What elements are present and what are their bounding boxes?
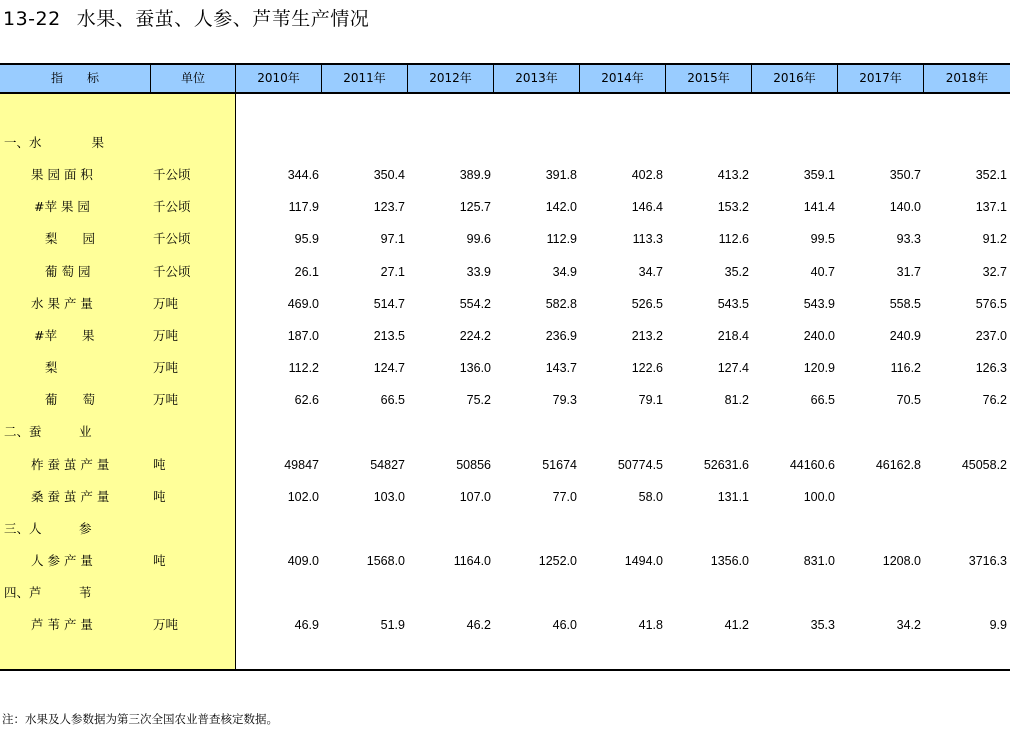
value-cell: 402.8 bbox=[631, 168, 663, 183]
value-cell: 54827 bbox=[370, 457, 405, 472]
table-row bbox=[0, 416, 1010, 448]
value-cell: 46.2 bbox=[466, 618, 491, 633]
value-cell: 75.2 bbox=[466, 393, 491, 408]
value-cell bbox=[411, 577, 491, 609]
indicator-label: 柞 蚕 茧 产 量 bbox=[31, 456, 110, 472]
value-cell bbox=[755, 513, 835, 545]
value-cell: 79.3 bbox=[552, 393, 577, 408]
value-cell: 831.0 bbox=[803, 553, 835, 568]
value-cell: 46.0 bbox=[552, 618, 577, 633]
value-cell: 46.9 bbox=[294, 618, 319, 633]
value-cell bbox=[325, 577, 405, 609]
value-cell: 27.1 bbox=[380, 264, 405, 279]
value-cell: 213.5 bbox=[373, 328, 405, 343]
value-cell: 389.9 bbox=[459, 168, 491, 183]
value-cell: 34.7 bbox=[638, 264, 663, 279]
value-cell: 112.2 bbox=[288, 361, 319, 376]
unit-cell: 千公顷 bbox=[153, 199, 191, 215]
value-cell: 409.0 bbox=[287, 553, 319, 568]
unit-cell: 千公顷 bbox=[153, 263, 191, 279]
value-cell bbox=[497, 577, 577, 609]
value-cell: 52631.6 bbox=[703, 457, 749, 472]
value-cell bbox=[841, 416, 921, 448]
value-cell bbox=[239, 513, 319, 545]
value-cell: 543.5 bbox=[717, 296, 749, 311]
header-year: 2013年 bbox=[494, 65, 580, 92]
value-cell: 77.0 bbox=[552, 489, 577, 504]
value-cell: 66.5 bbox=[380, 393, 405, 408]
value-cell: 81.2 bbox=[724, 393, 749, 408]
value-cell: 41.8 bbox=[638, 618, 663, 633]
value-cell: 1208.0 bbox=[882, 553, 921, 568]
value-cell bbox=[325, 513, 405, 545]
value-cell bbox=[669, 416, 749, 448]
table-row bbox=[0, 127, 1010, 159]
value-cell: 1356.0 bbox=[710, 553, 749, 568]
value-cell: 126.3 bbox=[975, 361, 1007, 376]
value-cell: 218.4 bbox=[717, 328, 749, 343]
table-row bbox=[0, 449, 1010, 481]
value-cell bbox=[583, 577, 663, 609]
indicator-label: 人 参 产 量 bbox=[31, 552, 93, 568]
value-cell: 1164.0 bbox=[453, 553, 491, 568]
header-year: 2017年 bbox=[838, 65, 924, 92]
value-cell: 34.9 bbox=[552, 264, 577, 279]
value-cell: 95.9 bbox=[294, 232, 319, 247]
section-label: 二、蚕 业 bbox=[4, 424, 92, 440]
value-cell: 359.1 bbox=[803, 168, 835, 183]
value-cell: 117.9 bbox=[288, 200, 319, 215]
value-cell bbox=[927, 127, 1007, 159]
value-cell bbox=[583, 127, 663, 159]
data-table bbox=[0, 63, 1010, 671]
value-cell: 187.0 bbox=[287, 328, 319, 343]
value-cell bbox=[927, 416, 1007, 448]
indicator-label: 葡 萄 bbox=[45, 392, 96, 408]
unit-cell: 万吨 bbox=[153, 392, 179, 408]
value-cell: 137.1 bbox=[975, 200, 1007, 215]
header-year: 2011年 bbox=[322, 65, 408, 92]
value-cell: 103.0 bbox=[373, 489, 405, 504]
value-cell bbox=[841, 577, 921, 609]
value-cell: 122.6 bbox=[631, 361, 663, 376]
table-title: 水果、蚕茧、人参、芦苇生产情况 bbox=[76, 8, 370, 30]
value-cell: 142.0 bbox=[545, 200, 577, 215]
table-row bbox=[0, 191, 1010, 223]
value-cell: 240.0 bbox=[803, 328, 835, 343]
value-cell: 45058.2 bbox=[961, 457, 1007, 472]
value-cell bbox=[583, 513, 663, 545]
value-cell: 127.4 bbox=[717, 361, 749, 376]
value-cell: 40.7 bbox=[810, 264, 835, 279]
value-cell: 99.6 bbox=[466, 232, 491, 247]
value-cell: 102.0 bbox=[287, 489, 319, 504]
value-cell: 554.2 bbox=[459, 296, 491, 311]
table-number: 13-22 bbox=[3, 8, 61, 30]
indicator-label: #苹 果 园 bbox=[34, 199, 90, 215]
value-cell bbox=[583, 416, 663, 448]
value-cell: 76.2 bbox=[982, 393, 1007, 408]
unit-cell: 吨 bbox=[153, 552, 166, 568]
value-cell bbox=[669, 513, 749, 545]
value-cell: 224.2 bbox=[459, 328, 491, 343]
value-cell: 26.1 bbox=[294, 264, 319, 279]
value-cell: 50774.5 bbox=[617, 457, 663, 472]
indicator-label: #苹 果 bbox=[34, 327, 95, 343]
value-cell: 34.2 bbox=[896, 618, 921, 633]
value-cell: 1252.0 bbox=[538, 553, 577, 568]
table-row bbox=[0, 256, 1010, 288]
indicator-label: 桑 蚕 茧 产 量 bbox=[31, 488, 110, 504]
value-cell: 143.7 bbox=[545, 361, 577, 376]
indicator-label: 芦 苇 产 量 bbox=[31, 617, 93, 633]
value-cell: 9.9 bbox=[989, 618, 1007, 633]
value-cell: 344.6 bbox=[287, 168, 319, 183]
value-cell bbox=[669, 127, 749, 159]
value-cell: 124.7 bbox=[373, 361, 405, 376]
value-cell bbox=[497, 513, 577, 545]
value-cell: 131.1 bbox=[717, 489, 749, 504]
value-cell: 140.0 bbox=[889, 200, 921, 215]
table-row bbox=[0, 320, 1010, 352]
table-row bbox=[0, 577, 1010, 609]
value-cell: 1568.0 bbox=[366, 553, 405, 568]
header-year: 2010年 bbox=[236, 65, 322, 92]
value-cell: 41.2 bbox=[724, 618, 749, 633]
table-row bbox=[0, 481, 1010, 513]
value-cell: 240.9 bbox=[889, 328, 921, 343]
value-cell: 153.2 bbox=[717, 200, 749, 215]
table-row bbox=[0, 159, 1010, 191]
value-cell bbox=[325, 127, 405, 159]
value-cell: 236.9 bbox=[545, 328, 577, 343]
value-cell bbox=[497, 416, 577, 448]
unit-cell: 万吨 bbox=[153, 327, 179, 343]
value-cell: 125.7 bbox=[459, 200, 491, 215]
value-cell: 116.2 bbox=[890, 361, 921, 376]
value-cell: 70.5 bbox=[896, 393, 921, 408]
value-cell: 576.5 bbox=[975, 296, 1007, 311]
value-cell bbox=[755, 127, 835, 159]
value-cell: 44160.6 bbox=[789, 457, 835, 472]
table-row bbox=[0, 545, 1010, 577]
value-cell: 113.3 bbox=[632, 232, 663, 247]
table-row bbox=[0, 288, 1010, 320]
header-year: 2014年 bbox=[580, 65, 666, 92]
value-cell: 123.7 bbox=[373, 200, 405, 215]
table-row bbox=[0, 352, 1010, 384]
value-cell: 237.0 bbox=[975, 328, 1007, 343]
section-label: 四、芦 苇 bbox=[4, 585, 92, 601]
value-cell: 51.9 bbox=[380, 618, 405, 633]
value-cell: 582.8 bbox=[545, 296, 577, 311]
value-cell: 526.5 bbox=[631, 296, 663, 311]
indicator-label: 葡 萄 园 bbox=[45, 263, 91, 279]
header-indicator: 指 标 bbox=[0, 65, 151, 92]
value-cell: 112.9 bbox=[546, 232, 577, 247]
header-year: 2018年 bbox=[945, 71, 989, 85]
value-cell: 62.6 bbox=[294, 393, 319, 408]
section-label: 三、人 参 bbox=[4, 520, 92, 536]
indicator-label: 水 果 产 量 bbox=[31, 295, 93, 311]
value-cell bbox=[927, 577, 1007, 609]
value-cell bbox=[927, 513, 1007, 545]
value-cell bbox=[239, 577, 319, 609]
value-cell: 213.2 bbox=[631, 328, 663, 343]
indicator-label: 梨 bbox=[45, 360, 58, 376]
unit-cell: 吨 bbox=[153, 488, 166, 504]
indicator-label: 果 园 面 积 bbox=[31, 167, 93, 183]
value-cell: 49847 bbox=[284, 457, 319, 472]
value-cell: 99.5 bbox=[810, 232, 835, 247]
value-cell bbox=[411, 513, 491, 545]
value-cell: 100.0 bbox=[803, 489, 835, 504]
unit-cell: 千公顷 bbox=[153, 167, 191, 183]
value-cell: 91.2 bbox=[982, 232, 1007, 247]
value-cell bbox=[841, 513, 921, 545]
value-cell: 79.1 bbox=[638, 393, 663, 408]
unit-cell: 吨 bbox=[153, 456, 166, 472]
unit-cell: 万吨 bbox=[153, 295, 179, 311]
value-cell: 51674 bbox=[542, 457, 577, 472]
unit-cell: 万吨 bbox=[153, 360, 179, 376]
table-header bbox=[0, 63, 1010, 94]
value-cell: 141.4 bbox=[803, 200, 835, 215]
value-cell bbox=[841, 481, 921, 513]
section-label: 一、水 果 bbox=[4, 135, 105, 150]
value-cell: 93.3 bbox=[896, 232, 921, 247]
value-cell bbox=[497, 127, 577, 159]
value-cell: 352.1 bbox=[975, 168, 1007, 183]
unit-cell: 万吨 bbox=[153, 617, 179, 633]
value-cell: 31.7 bbox=[896, 264, 921, 279]
header-year: 2015年 bbox=[666, 65, 752, 92]
value-cell bbox=[755, 416, 835, 448]
value-cell bbox=[927, 481, 1007, 513]
table-bottom-rule bbox=[0, 669, 1010, 671]
value-cell: 46162.8 bbox=[875, 457, 921, 472]
value-cell: 66.5 bbox=[810, 393, 835, 408]
value-cell: 558.5 bbox=[889, 296, 921, 311]
value-cell: 469.0 bbox=[287, 296, 319, 311]
value-cell: 146.4 bbox=[631, 200, 663, 215]
value-cell: 32.7 bbox=[982, 264, 1007, 279]
table-row bbox=[0, 223, 1010, 255]
unit-cell: 千公顷 bbox=[153, 231, 191, 247]
value-cell: 413.2 bbox=[717, 168, 749, 183]
value-cell bbox=[669, 577, 749, 609]
table-row bbox=[0, 513, 1010, 545]
value-cell: 35.3 bbox=[810, 618, 835, 633]
value-cell: 514.7 bbox=[373, 296, 405, 311]
value-cell: 33.9 bbox=[466, 264, 491, 279]
value-cell: 107.0 bbox=[459, 489, 491, 504]
value-cell: 120.9 bbox=[803, 361, 835, 376]
value-cell bbox=[841, 127, 921, 159]
value-cell bbox=[411, 127, 491, 159]
header-year: 2012年 bbox=[408, 65, 494, 92]
value-cell: 50856 bbox=[456, 457, 491, 472]
header-year: 2016年 bbox=[752, 65, 838, 92]
value-cell: 391.8 bbox=[545, 168, 577, 183]
value-cell bbox=[239, 127, 319, 159]
value-cell bbox=[325, 416, 405, 448]
value-cell: 97.1 bbox=[380, 232, 405, 247]
value-cell bbox=[411, 416, 491, 448]
footnote: 注：水果及人参数据为第三次全国农业普查核定数据。 bbox=[2, 712, 278, 726]
value-cell: 35.2 bbox=[724, 264, 749, 279]
value-cell: 3716.3 bbox=[968, 553, 1007, 568]
value-cell: 543.9 bbox=[803, 296, 835, 311]
value-cell bbox=[239, 416, 319, 448]
table-row bbox=[0, 609, 1010, 641]
value-cell: 350.7 bbox=[889, 168, 921, 183]
value-cell bbox=[755, 577, 835, 609]
value-cell: 58.0 bbox=[638, 489, 663, 504]
indicator-label: 梨 园 bbox=[45, 231, 96, 247]
header-unit: 单位 bbox=[151, 65, 236, 92]
value-cell: 112.6 bbox=[718, 232, 749, 247]
value-cell: 136.0 bbox=[459, 361, 491, 376]
value-cell: 350.4 bbox=[373, 168, 405, 183]
value-cell: 1494.0 bbox=[624, 553, 663, 568]
page-title bbox=[3, 4, 369, 31]
table-row bbox=[0, 384, 1010, 416]
